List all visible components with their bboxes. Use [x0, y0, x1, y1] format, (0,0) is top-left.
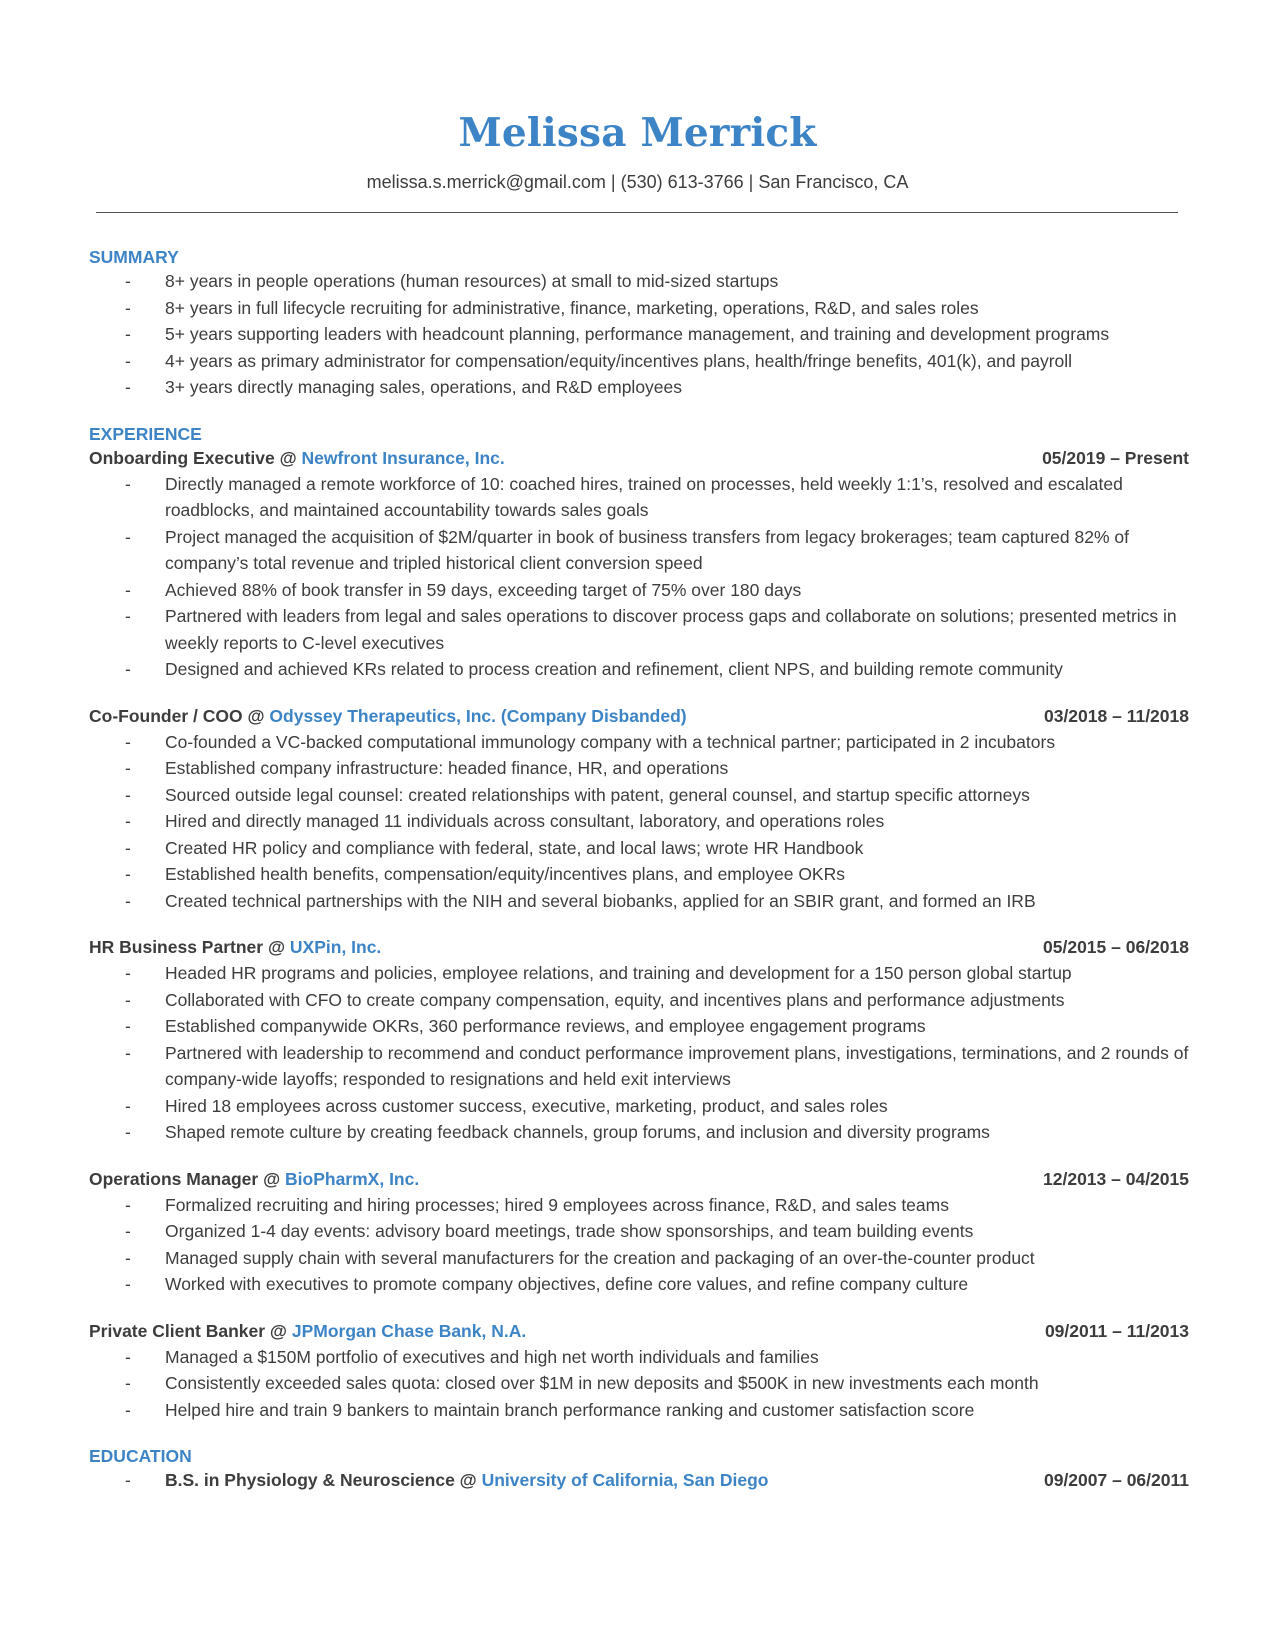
bullet-dash: - [125, 1194, 131, 1215]
job-bullets [89, 960, 1189, 1146]
bullet-text: Collaborated with CFO to create company compensation, equity, and incentives plans and performance adjustments [165, 989, 1065, 1010]
job-header [89, 703, 1189, 729]
bullet-dash: - [125, 1373, 131, 1393]
job-bullets [89, 471, 1189, 683]
list-item [89, 1192, 1189, 1219]
bullet-dash: - [125, 377, 131, 397]
list-item [89, 295, 1189, 322]
candidate-name: Melissa Merrick [458, 110, 817, 156]
summary-list [89, 268, 1189, 401]
bullet-dash: - [125, 297, 131, 318]
bullet-text: Designed and achieved KRs related to process creation and refinement, client NPS, and building remote community [165, 659, 1063, 679]
list-item [89, 348, 1189, 375]
bullet-text: Consistently exceeded sales quota: closed over $1M in new deposits and $500K in new investments each month [165, 1373, 1039, 1393]
job-dates: 05/2015 – 06/2018 [1043, 937, 1189, 957]
bullet-dash: - [125, 271, 131, 291]
list-item [89, 1344, 1189, 1371]
job-header [89, 445, 1189, 471]
bullet-dash: - [125, 659, 131, 679]
at-separator: @ [454, 1470, 482, 1490]
job-title: Onboarding Executive [89, 447, 275, 468]
list-item [89, 1218, 1189, 1245]
bullet-dash: - [125, 1399, 131, 1420]
bullet-dash: - [125, 1470, 131, 1490]
list-item [89, 1040, 1189, 1093]
list-item [89, 808, 1189, 835]
job-title: HR Business Partner [89, 937, 264, 957]
bullet-dash: - [125, 579, 131, 600]
bullet-dash: - [125, 758, 131, 778]
bullet-text: Achieved 88% of book transfer in 59 days, exceeding target of 75% over 180 days [165, 579, 802, 600]
bullet-text: Established company infrastructure: headed finance, HR, and operations [165, 758, 729, 778]
job-bullets [89, 1192, 1189, 1298]
list-item [89, 729, 1189, 756]
bullet-text: 4+ years as primary administrator for compensation/equity/incentives plans, health/fringe benefits, 401(k), and payroll [165, 350, 1073, 371]
bullet-dash: - [125, 864, 131, 884]
list-item [89, 888, 1189, 915]
bullet-dash: - [125, 1122, 131, 1142]
bullet-dash: - [125, 1095, 131, 1116]
bullet-dash: - [125, 989, 131, 1010]
bullet-text: Helped hire and train 9 bankers to maintain branch performance ranking and customer satisfaction score [165, 1399, 975, 1420]
school-name: University of California, San Diego [481, 1470, 769, 1490]
list-item [89, 835, 1189, 862]
list-item [89, 524, 1189, 577]
experience-heading: EXPERIENCE [89, 423, 202, 444]
job-header [89, 1166, 1189, 1192]
bullet-text: Managed a $150M portfolio of executives and high net worth individuals and families [165, 1346, 819, 1367]
bullet-text: Worked with executives to promote company objectives, define core values, and refine company culture [165, 1274, 969, 1294]
list-item [89, 1271, 1189, 1298]
bullet-text: 8+ years in people operations (human resources) at small to mid-sized startups [165, 271, 779, 291]
bullet-dash: - [125, 890, 131, 911]
bullet-dash: - [125, 1016, 131, 1036]
list-item [89, 1397, 1189, 1424]
bullet-text: Sourced outside legal counsel: created relationships with patent, general counsel, and startup specific attorneys [165, 784, 1030, 805]
job-title: Operations Manager [89, 1168, 259, 1189]
bullet-dash: - [125, 731, 131, 752]
job-entry [89, 703, 1189, 915]
job-bullets [89, 729, 1189, 915]
job-title: Private Client Banker [89, 1320, 266, 1341]
list-item [89, 755, 1189, 782]
bullet-dash: - [125, 350, 131, 371]
bullet-dash: - [125, 784, 131, 805]
list-item [89, 603, 1189, 656]
bullet-dash: - [125, 1274, 131, 1294]
resume-content [89, 246, 1189, 1494]
at-separator: @ [265, 1320, 292, 1341]
company-name: Newfront Insurance, Inc. [301, 447, 505, 468]
summary-heading: SUMMARY [89, 247, 179, 267]
bullet-dash: - [125, 526, 131, 547]
job-dates: 09/2011 – 11/2013 [1044, 1320, 1189, 1341]
contact-line: melissa.s.merrick@gmail.com | (530) 613-3766 | San Francisco, CA [366, 172, 909, 192]
education-dates: 09/2007 – 06/2011 [1043, 1470, 1189, 1490]
bullet-text: 3+ years directly managing sales, operations, and R&D employees [165, 377, 683, 397]
job-entry [89, 1318, 1189, 1424]
list-item [89, 656, 1189, 683]
bullet-text: Established companywide OKRs, 360 performance reviews, and employee engagement programs [165, 1016, 926, 1036]
list-item [89, 1093, 1189, 1120]
bullet-text: Managed supply chain with several manufacturers for the creation and packaging of an over-the-counter product [165, 1247, 1035, 1268]
list-item [89, 321, 1189, 348]
company-name: Odyssey Therapeutics, Inc. (Company Disbanded) [269, 705, 687, 726]
job-title: Co-Founder / COO [89, 705, 243, 726]
education-entry [89, 1467, 1189, 1494]
bullet-dash: - [125, 811, 131, 831]
company-name: UXPin, Inc. [289, 937, 382, 957]
bullet-dash: - [125, 963, 131, 983]
bullet-text: Directly managed a remote workforce of 10: coached hires, trained on processes, held weekly 1:1’s, resolved and escalated roadblocks, and maintained accountability towards sales goals [165, 473, 1123, 520]
header-divider [96, 212, 1178, 213]
company-name: JPMorgan Chase Bank, N.A. [291, 1320, 527, 1341]
list-item [89, 861, 1189, 888]
list-item [89, 374, 1189, 401]
degree-name: B.S. in Physiology & Neuroscience [165, 1470, 455, 1490]
job-entry [89, 445, 1189, 683]
bullet-text: Established health benefits, compensation/equity/incentives plans, and employee OKRs [165, 864, 845, 884]
bullet-text: Co-founded a VC-backed computational immunology company with a technical partner; participated in 2 incubators [165, 731, 1056, 752]
bullet-text: Created technical partnerships with the NIH and several biobanks, applied for an SBIR grant, and formed an IRB [165, 890, 1036, 911]
list-item [89, 268, 1189, 295]
bullet-text: Project managed the acquisition of $2M/quarter in book of business transfers from legacy brokerages; team captured 82% of company’s total revenue and tripled historical client conversion speed [165, 526, 1129, 573]
list-item [89, 1119, 1189, 1146]
company-name: BioPharmX, Inc. [285, 1168, 420, 1189]
bullet-text: Partnered with leadership to recommend and conduct performance improvement plans, investigations, terminations, and 2 rounds of company-wide layoffs; responded to resignations and held exit interviews [165, 1042, 1189, 1089]
list-item [89, 1013, 1189, 1040]
bullet-dash: - [125, 324, 131, 344]
job-dates: 12/2013 – 04/2015 [1043, 1168, 1189, 1189]
at-separator: @ [258, 1168, 286, 1189]
list-item [89, 1370, 1189, 1397]
bullet-text: 5+ years supporting leaders with headcount planning, performance management, and training and development programs [165, 324, 1110, 344]
bullet-dash: - [125, 837, 131, 858]
bullet-text: Formalized recruiting and hiring processes; hired 9 employees across finance, R&D, and sales teams [165, 1194, 949, 1215]
bullet-dash: - [125, 473, 131, 494]
bullet-text: Headed HR programs and policies, employee relations, and training and development for a 150 person global startup [165, 963, 1072, 983]
bullet-dash: - [125, 1346, 131, 1367]
education-list [89, 1467, 1189, 1494]
bullet-text: Shaped remote culture by creating feedback channels, group forums, and inclusion and diversity programs [165, 1122, 990, 1142]
job-dates: 03/2018 – 11/2018 [1043, 705, 1189, 726]
list-item [89, 471, 1189, 524]
experience-list [89, 445, 1189, 1424]
bullet-text: Created HR policy and compliance with federal, state, and local laws; wrote HR Handbook [165, 837, 864, 858]
job-bullets [89, 1344, 1189, 1424]
bullet-dash: - [125, 1247, 131, 1268]
at-separator: @ [274, 447, 302, 468]
list-item [89, 577, 1189, 604]
job-header [89, 1318, 1189, 1344]
bullet-text: Hired and directly managed 11 individuals across consultant, laboratory, and operations roles [165, 811, 885, 831]
bullet-dash: - [125, 1221, 131, 1241]
job-header [89, 934, 1189, 960]
bullet-dash: - [125, 606, 131, 626]
bullet-text: 8+ years in full lifecycle recruiting for administrative, finance, marketing, operations, R&D, and sales roles [165, 297, 979, 318]
bullet-text: Organized 1-4 day events: advisory board meetings, trade show sponsorships, and team building events [165, 1221, 974, 1241]
at-separator: @ [263, 937, 290, 957]
list-item [89, 782, 1189, 809]
education-heading: EDUCATION [89, 1446, 192, 1466]
list-item [89, 1245, 1189, 1272]
list-item [89, 987, 1189, 1014]
list-item [89, 960, 1189, 987]
job-entry [89, 1166, 1189, 1298]
at-separator: @ [242, 705, 270, 726]
job-entry [89, 934, 1189, 1146]
bullet-text: Partnered with leaders from legal and sales operations to discover process gaps and collaborate on solutions; presented metrics in weekly reports to C-level executives [165, 606, 1177, 653]
job-dates: 05/2019 – Present [1042, 447, 1189, 468]
bullet-dash: - [125, 1042, 131, 1063]
bullet-text: Hired 18 employees across customer success, executive, marketing, product, and sales roles [165, 1095, 888, 1116]
